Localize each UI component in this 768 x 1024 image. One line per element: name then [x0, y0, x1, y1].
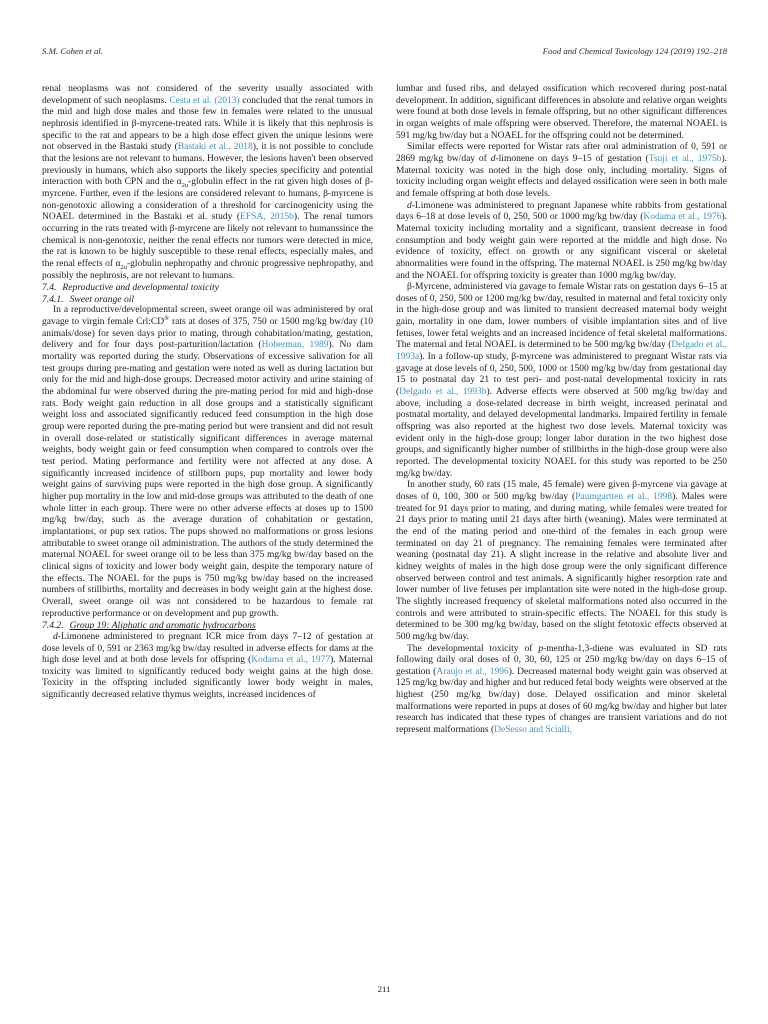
- italic-text: d: [407, 200, 412, 211]
- paragraph: [42, 632, 373, 702]
- text-segment: In another study, 60 rats (15 male, 45 female) were given β-myrcene via gavage at doses of 0, 100, 300 or 500 mg/kg bw/day (: [396, 480, 727, 502]
- text-segment: ). No dam mortality was reported during the study. Observations of excessive salivation for all test groups during pre-mating and gestation were noted as well as during lactation but only for the mid and high-dose groups. Decreased motor activity and urine staining of the abdominal fur were observed during the pre-mating period for mid and high-dose rats. Body weight gain reduction in all dose groups and a statistically significant weight loss and associated significantly reduced feed consumption in the high dose group were reported during the pre-mating period but were transient and did not result in overall dose-related or statistically significant differences in average maternal weights, body weight gain or feed consumption when compared to controls over the test period. Mating performance and fertility were not affected at any dose. A significantly increased incidence of stillborn pups, pup mortality and lower body weight gains of surviving pups were reported in the high dose group. A significantly higher pup mortality in the low and mid-dose groups was attributed to the death of one whole litter in each group. There were no other adverse effects at doses up to 1500 mg/kg bw/day, such as the average duration of cohabitation or gestation, implantations, or pup sex ratios. The pups showed no malformations or gross lesions attributable to sweet orange oil administration. The authors of the study determined the maternal NOAEL for sweet orange oil to be less than 375 mg/kg bw/day based on the clinical signs of toxicity and lower body weight gain, despite the temporary nature of the effects. The NOAEL for the pups is 750 mg/kg bw/day based on the increased numbers of stillbirths, mortality and decreases in body weight gain at the highest dose. Overall, sweet orange oil was not considered to be hazardous to female rat reproductive performance or on development and pup growth.: [42, 340, 373, 619]
- citation-link[interactable]: Kodama et al., 1976: [643, 212, 722, 223]
- citation-link[interactable]: EFSA, 2015b: [240, 212, 294, 223]
- subscript-text: 2u: [181, 182, 189, 190]
- text-segment: -Limonene was administered to pregnant Japanese white rabbits from gestational days 6–18 at dose levels of 0, 250, 500 or 1000 mg/kg bw/day (: [396, 200, 727, 223]
- page-number: 211: [377, 984, 391, 994]
- right-column: [396, 84, 727, 1002]
- paragraph: [396, 644, 727, 737]
- text-segment: concluded that the renal tumors in the mid and high dose males and those few in females were related to the unusual nephrosis identified in β-myrcene-treated rats. While it is likely that this nephrosis is specific to the rat and appears to be a high dose effect given the unique lesions were not observed in the Bastaki study (: [42, 95, 373, 153]
- left-column: [42, 84, 373, 1002]
- paragraph: [396, 142, 727, 200]
- text-segment: ). In a follow-up study, β-myrcene was administered to pregnant Wistar rats via gavage at dose levels of 0, 250, 500, 1000 or 1500 mg/kg bw/day from gestational day 15 to postnatal day 21 to test peri- and post-natal developmental toxicity in rats (: [396, 352, 727, 398]
- text-segment: -globulin effect in the rat given high doses of β-myrcene. Further, even if the lesions are considered relevant to humans, β-myrcene is non-genotoxic allowing a consideration of a threshold for carcinogenicity using the NOAEL determined in the Bastaki et al. study (: [42, 177, 373, 223]
- article-body: [42, 84, 727, 1002]
- paragraph: [396, 84, 727, 142]
- italic-text: p: [538, 643, 544, 654]
- citation-link[interactable]: Tsuji et al., 1975b: [648, 153, 722, 164]
- text-segment: The developmental toxicity of: [407, 643, 539, 654]
- citation-link[interactable]: Delgado et al., 1993a: [396, 340, 727, 363]
- header-journal: Food and Chemical Toxicology 124 (2019) 192–218: [542, 46, 727, 56]
- text-segment: ), it is not possible to conclude that the lesions are not relevant to humans. However, the lesions haven't been observed previously in humans, which also supports the likely species specificity and potential interaction with both CPN and the α: [42, 142, 373, 188]
- text-segment: 7.4.: [42, 282, 57, 294]
- text-segment: Sweet orange oil: [69, 293, 135, 305]
- text-segment: rats at doses of 375, 750 or 1500 mg/kg bw/day (10 animals/dose) for seven days prior to mating, through cohabitation/mating, gestation, delivery and for four days post-parturition/lactation (: [42, 317, 373, 351]
- text-segment: ). Adverse effects were observed at 500 mg/kg bw/day and above, including a dose-related decrease in birth weight, increased perinatal and postnatal mortality, and delayed developmental landmarks. Impaired fertility in female offspring was also reported at the highest two dose levels. Maternal toxicity was evident only in the high-dose group; longer labor duration in the two highest dose groups, and significantly higher number of stillbirths in the high-dose group were also reported. The developmental toxicity NOAEL for this study was reported to be 250 mg/kg bw/day.: [396, 387, 727, 479]
- paragraph: [396, 201, 727, 283]
- text-segment: lumbar and fused ribs, and delayed ossification which recovered during post-natal development. In addition, significant differences in absolute and relative organ weights were found at both dose levels in female offspring, but no other significant differences in organ weights of male offspring were observed. Therefore, the maternal NOAEL is 591 mg/kg bw/day but a NOAEL for the offspring could not be determined.: [396, 84, 727, 141]
- text-segment: renal neoplasms was not considered of the severity usually associated with development of such neoplasms.: [42, 84, 373, 106]
- citation-link[interactable]: Bastaki et al., 2018: [177, 142, 253, 153]
- text-segment: Reproductive and developmental toxicity: [62, 282, 219, 294]
- paragraph: [396, 282, 727, 480]
- text-segment: Similar effects were reported for Wistar rats after oral administration of 0, 591 or 2869 mg/kg bw/day of: [396, 142, 727, 164]
- text-segment: ). Males were treated for 91 days prior to mating, and during mating, while females were treated for 21 days prior to mating until 21 days after birth (weaning). Males were terminated at the end of the mating period and one-third of the females in each group were terminated on day 21 of pregnancy. The remaining females were terminated after weaning (postnatal day 21). A slight increase in the relative and absolute liver and kidney weights of males in the high dose group were the only significant difference observed between control and test animals. A significantly higher resorption rate and lower number of live fetuses per implantation site were noted in the high-dose group. The slightly increased frequency of skeletal malformations noted also occurred in the controls and were attributed to strain-specific effects. The NOAEL for this study is determined to be 300 mg/kg bw/day, based on the slight fetotoxic effects observed at 500 mg/kg bw/day.: [396, 491, 727, 642]
- header-author: S.M. Cohen et al.: [42, 46, 104, 56]
- text-segment: ). The renal tumors occurring in the rats treated with β-myrcene are likely not relevant to humanssince the chemical is non-genotoxic, neither the renal effects nor tumors were detected in mice, the rat is known to be highly susceptible to these renal effects, especially males, and the renal effects of α: [42, 212, 373, 269]
- paragraph: [42, 305, 373, 620]
- italic-text: d: [53, 631, 58, 642]
- text-segment: In a reproductive/developmental screen, sweet orange oil was administered by oral gavage to virgin female Crl:CD: [42, 305, 373, 328]
- citation-link[interactable]: Cesta et al. (2013): [169, 95, 240, 106]
- superscript-text: ®: [164, 314, 170, 322]
- running-header: [42, 46, 727, 56]
- citation-link[interactable]: Paumgartten et al., 1998: [575, 491, 673, 502]
- text-segment: ). Maternal toxicity was limited to significantly reduced body weight gains at the high dose. Toxicity in the offspring included significantly lower body weight in males, significantly decreased relative thymus weights, increased incidences of: [42, 655, 373, 701]
- text-segment: -Limonene administered to pregnant ICR mice from days 7–12 of gestation at dose levels of 0, 591 or 2363 mg/kg bw/day resulted in adverse effects for dams at the high dose level and at both dose levels for offspring (: [42, 631, 373, 666]
- text-segment: ). Maternal toxicity was noted in the high dose only, including mortality. Signs of toxicity including organ weight effects and delayed ossification were seen in both male and female offspring at both dose levels.: [396, 153, 727, 199]
- text-segment: 7.4.2.: [42, 620, 64, 632]
- text-segment: -limonene on days 9–15 of gestation (: [495, 153, 649, 164]
- citation-link[interactable]: Delgado et al., 1993b: [399, 387, 487, 398]
- paragraph: [42, 84, 373, 282]
- citation-link[interactable]: Kodama et al., 1977: [251, 655, 331, 666]
- citation-link[interactable]: DeSesso and Scialli,: [494, 725, 572, 736]
- subsection-heading: [42, 294, 373, 306]
- page-footer: [0, 984, 768, 994]
- text-segment: ). Decreased maternal body weight gain was observed at 125 mg/kg bw/day and higher and but reduced fetal body weights were observed at the highest (250 mg/kg bw/day) dose. Delayed ossification and minor skeletal malformations were reported in pups at doses of 60 mg/kg bw/day and higher but later research has indicated that these types of changes are transient variations and do not represent malformations (: [396, 666, 727, 736]
- underlined-text: Group 19: Aliphatic and aromatic hydrocarbons: [69, 620, 256, 632]
- subsection-heading: [42, 620, 373, 632]
- section-heading: [42, 282, 373, 294]
- text-segment: -mentha-1,3-diene was evaluated in SD rats following daily oral doses of 0, 30, 60, 125 or 250 mg/kg bw/day on days 6–15 of gestation (: [396, 643, 727, 677]
- text-segment: 7.4.1.: [42, 293, 64, 305]
- citation-link[interactable]: Araujo et al., 1996: [436, 666, 509, 677]
- text-segment: β-Myrcene, administered via gavage to female Wistar rats on gestation days 6–15 at doses of 0, 250, 500 or 1200 mg/kg bw/day, resulted in maternal and fetal toxicity only in the high-dose group and was limited to transient decreased maternal body weight gain, mortality in one dam, lower numbers of visible implantation sites and of live fetuses, lower fetal weights and an increased incidence of fetal skeletal malformations. The maternal and fetal NOAEL is determined to be 500 mg/kg bw/day (: [396, 282, 727, 351]
- subscript-text: 2u: [120, 263, 127, 271]
- paragraph: [396, 480, 727, 643]
- italic-text: d: [490, 153, 496, 164]
- citation-link[interactable]: Hoberman, 1989: [261, 340, 329, 351]
- text-segment: -globulin nephropathy and chronic progressive nephropathy, and possibly the nephrosis, are not relevant to humans.: [42, 258, 373, 281]
- text-segment: ). Maternal toxicity including mortality and a significant, transient decrease in food consumption and body weight gain were reported at the middle and high dose. No evidence of toxicity, effect on growth or any significant visceral or skeletal abnormalities were found in the offspring. The maternal NOAEL is 250 mg/kg bw/day and the NOAEL for offspring toxicity is greater than 1000 mg/kg bw/day.: [396, 212, 727, 281]
